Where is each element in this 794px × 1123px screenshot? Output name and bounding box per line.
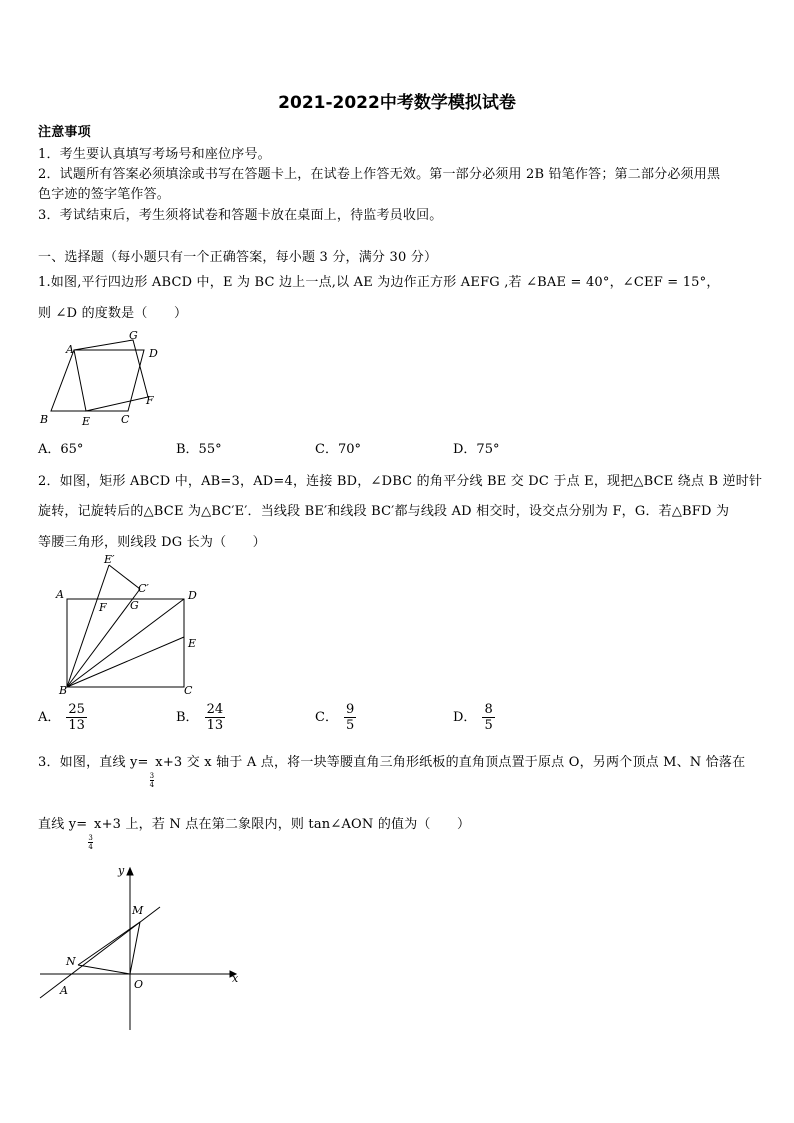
question-2-text: 2．如图，矩形 ABCD 中，AB=3，AD=4，连接 BD，∠DBC 的角平分线 BE 交 DC 于点 E，现把△BCE 绕点 B 逆时针 <box>38 474 763 489</box>
fraction-three-quarters: $\frac{3}{4}$ <box>88 834 94 851</box>
question-3-figure <box>36 860 246 1035</box>
point-label-g: G <box>129 329 138 342</box>
point-label-c: C <box>184 684 193 697</box>
question-3-text: 3．如图，直线 y= $\frac{3}{4}$ x+3 交 x 轴于 A 点，将一块等腰直角三角形纸板的直角顶点置于原点 O，另两个顶点 M、N 恰落在 <box>38 755 746 789</box>
point-label-c: C <box>121 413 130 426</box>
point-label-f: F <box>99 601 107 614</box>
point-label-o: O <box>134 978 144 991</box>
point-label-e-prime: E′ <box>104 553 115 566</box>
question-3-text: 直线 y= $\frac{3}{4}$ x+3 上，若 N 点在第二象限内，则 tan∠AON 的值为（ ） <box>38 817 471 851</box>
notice-item: 3．考试结束后，考生须将试卷和答题卡放在桌面上，待监考员收回。 <box>38 208 443 223</box>
point-label-g: G <box>130 599 139 612</box>
notice-item: 1．考生要认真填写考场号和座位序号。 <box>38 147 271 162</box>
question-1-text: 则 ∠D 的度数是（ ） <box>38 306 188 321</box>
point-label-d: D <box>149 347 158 360</box>
point-label-a: A <box>60 984 68 997</box>
point-label-a: A <box>56 588 64 601</box>
question-1-option-b: B．55° <box>176 442 222 457</box>
point-label-d: D <box>188 589 197 602</box>
axis-label-x: x <box>232 972 239 985</box>
question-2-option-b: B． $\frac{24}{13}$ <box>176 702 224 733</box>
point-label-e: E <box>82 415 91 428</box>
point-label-e: E <box>188 637 197 650</box>
point-label-b: B <box>40 413 49 426</box>
point-label-m: M <box>132 904 144 917</box>
question-2-figure <box>52 552 212 698</box>
notice-item: 色字迹的签字笔作答。 <box>38 187 171 202</box>
fraction-three-quarters: $\frac{3}{4}$ <box>149 772 155 789</box>
point-label-a: A <box>66 343 74 356</box>
point-label-n: N <box>66 955 76 968</box>
section-heading: 一、选择题（每小题只有一个正确答案，每小题 3 分，满分 30 分） <box>38 250 438 265</box>
question-2-option-a: A． $\frac{25}{13}$ <box>38 702 85 733</box>
point-label-c-prime: C′ <box>138 582 149 595</box>
question-1-option-d: D．75° <box>453 442 500 457</box>
point-label-f: F <box>146 394 154 407</box>
notice-heading: 注意事项 <box>38 125 91 140</box>
point-label-b: B <box>59 684 68 697</box>
question-2-option-d: D． $\frac{8}{5}$ <box>453 702 493 733</box>
question-2-option-c: C． $\frac{9}{5}$ <box>315 702 355 733</box>
notice-item: 2．试题所有答案必须填涂或书写在答题卡上，在试卷上作答无效。第一部分必须用 2B 铅笔作答；第二部分必须用黑 <box>38 167 721 182</box>
question-1-option-c: C．70° <box>315 442 361 457</box>
question-1-option-a: A．65° <box>38 442 84 457</box>
question-2-text: 旋转，记旋转后的△BCE 为△BC′E′．当线段 BE′和线段 BC′都与线段 AD 相交时，设交点分别为 F，G．若△BFD 为 <box>38 504 730 519</box>
axis-label-y: y <box>118 864 125 877</box>
question-1-text: 1.如图,平行四边形 ABCD 中，E 为 BC 边上一点,以 AE 为边作正方形 AEFG ,若 ∠BAE = 40°，∠CEF = 15°， <box>38 275 720 290</box>
question-1-figure <box>36 328 166 428</box>
question-2-text: 等腰三角形，则线段 DG 长为（ ） <box>38 535 266 550</box>
page-title: 2021-2022中考数学模拟试卷 <box>278 93 516 113</box>
